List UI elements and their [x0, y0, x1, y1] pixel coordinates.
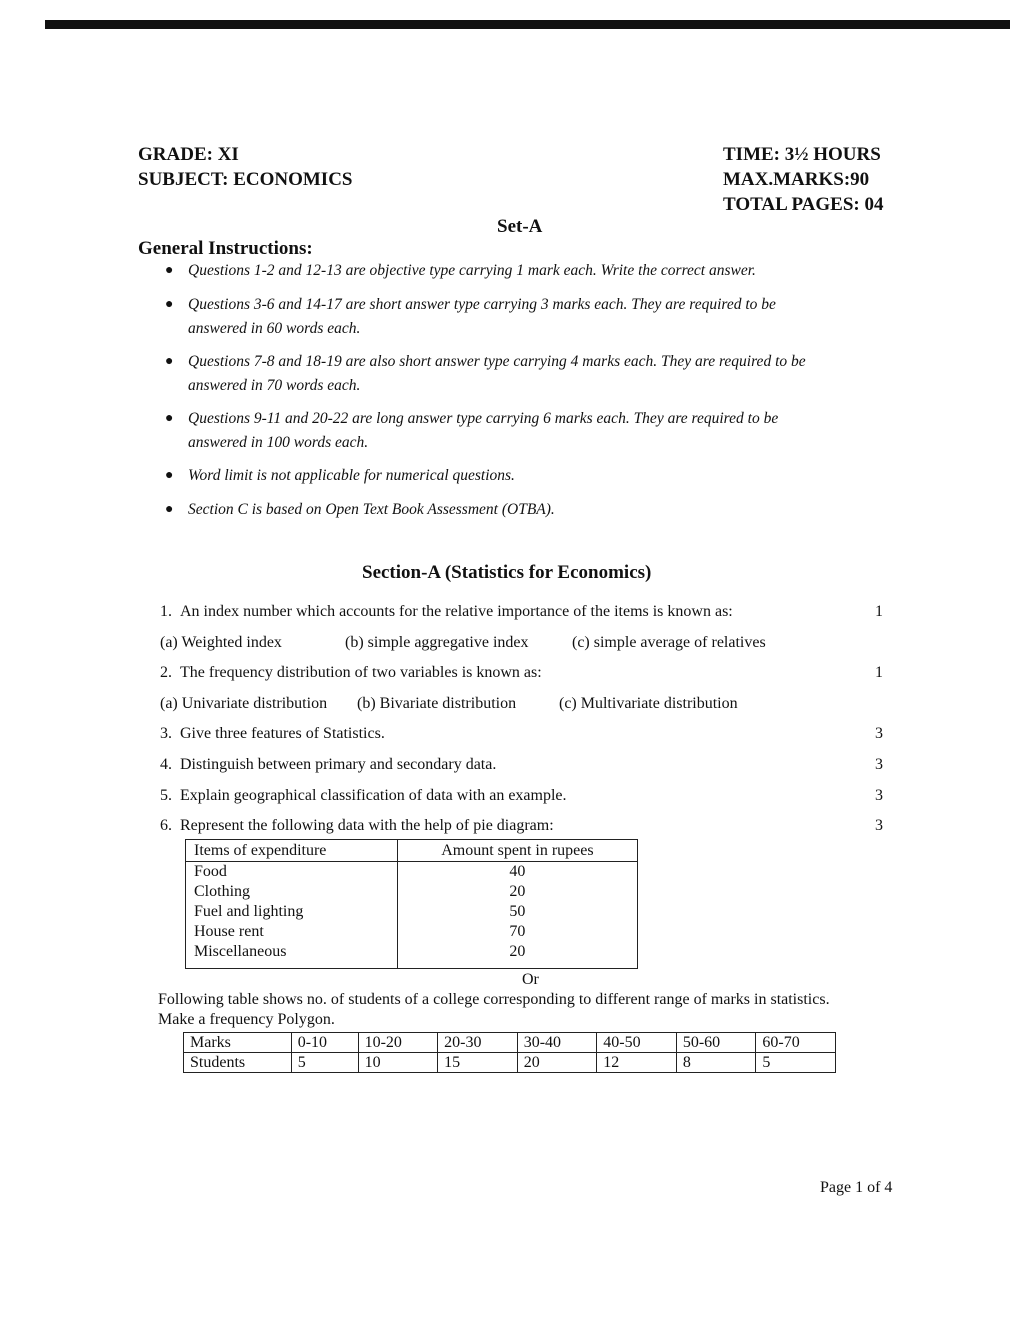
question-4 — [160, 756, 496, 774]
page-number: Page 1 of 4 — [820, 1179, 893, 1196]
question-number: 3. — [160, 725, 172, 742]
question-1 — [160, 603, 733, 621]
bullet-icon: ● — [165, 354, 174, 369]
question-5 — [160, 787, 567, 805]
table-cell: Miscellaneous — [194, 943, 287, 960]
question-marks: 3 — [875, 725, 883, 742]
table-cell: Marks — [184, 1033, 292, 1053]
table-cell: Clothing — [194, 883, 251, 900]
instruction-item: Questions 9-11 and 20-22 are long answer type carrying 6 marks each. They are required to be — [188, 410, 779, 427]
question-marks: 3 — [875, 756, 883, 773]
option-c: (c) simple average of relatives — [572, 634, 766, 651]
table-row — [184, 1033, 836, 1053]
question-2 — [160, 664, 542, 682]
table-cell: 20 — [517, 1053, 597, 1073]
instruction-item-cont: answered in 60 words each. — [188, 320, 361, 337]
table-cell: Food — [194, 863, 227, 880]
table-header: Amount spent in rupees — [397, 840, 637, 862]
question-3 — [160, 725, 385, 743]
table-cell: 70 — [397, 922, 637, 942]
table-row — [186, 882, 638, 902]
table-row — [184, 1053, 836, 1073]
question-marks: 3 — [875, 787, 883, 804]
section-a-title: Section-A (Statistics for Economics) — [362, 562, 652, 583]
question-marks: 1 — [875, 664, 883, 681]
question-number: 6. — [160, 817, 172, 834]
option-c: (c) Multivariate distribution — [559, 695, 738, 712]
instruction-item: Questions 7-8 and 18-19 are also short answer type carrying 4 marks each. They are required to be — [188, 353, 806, 370]
instruction-item-cont: answered in 100 words each. — [188, 434, 369, 451]
table-cell: 8 — [676, 1053, 756, 1073]
table-cell: House rent — [194, 923, 264, 940]
or-label: Or — [522, 971, 539, 988]
option-a: (a) Univariate distribution — [160, 695, 328, 712]
table-cell: 20 — [397, 882, 637, 902]
question-number: 4. — [160, 756, 172, 773]
table-row — [186, 902, 638, 922]
instruction-item: Questions 1-2 and 12-13 are objective type carrying 1 mark each. Write the correct answer. — [188, 262, 756, 279]
scan-top-border — [45, 20, 1010, 29]
instruction-item-cont: answered in 70 words each. — [188, 377, 361, 394]
alternate-question-text-cont: Make a frequency Polygon. — [158, 1011, 335, 1028]
set-label: Set-A — [497, 216, 543, 237]
table-header-row — [186, 840, 638, 862]
table-cell: 40-50 — [597, 1033, 677, 1053]
question-number: 5. — [160, 787, 172, 804]
table-cell: 60-70 — [756, 1033, 836, 1053]
question-text: Give three features of Statistics. — [180, 725, 385, 742]
bullet-icon: ● — [165, 411, 174, 426]
bullet-icon: ● — [165, 263, 174, 278]
table-header: Items of expenditure — [186, 840, 398, 862]
table-cell: 50 — [397, 902, 637, 922]
table-cell: Fuel and lighting — [194, 903, 304, 920]
table-cell: 15 — [438, 1053, 518, 1073]
time-label: TIME: 3½ HOURS — [723, 144, 881, 165]
question-text: Distinguish between primary and secondary data. — [180, 756, 497, 773]
option-b: (b) Bivariate distribution — [357, 695, 517, 712]
question-number: 2. — [160, 664, 172, 681]
table-cell: 10 — [358, 1053, 438, 1073]
table-row — [186, 942, 638, 969]
table-cell: 0-10 — [291, 1033, 358, 1053]
table-cell: Students — [184, 1053, 292, 1073]
max-marks-label: MAX.MARKS:90 — [723, 169, 870, 190]
table-cell: 50-60 — [676, 1033, 756, 1053]
table-row — [186, 922, 638, 942]
total-pages-label: TOTAL PAGES: 04 — [723, 194, 884, 215]
question-6 — [160, 817, 554, 835]
instruction-item: Section C is based on Open Text Book Assessment (OTBA). — [188, 501, 555, 518]
question-marks: 1 — [875, 603, 883, 620]
option-b: (b) simple aggregative index — [345, 634, 529, 651]
grade-label: GRADE: XI — [138, 144, 239, 165]
question-text: The frequency distribution of two variables is known as: — [180, 664, 542, 681]
table-cell: 5 — [756, 1053, 836, 1073]
subject-label: SUBJECT: ECONOMICS — [138, 169, 353, 190]
expenditure-table — [185, 839, 638, 969]
marks-table — [183, 1032, 836, 1073]
alternate-question-text: Following table shows no. of students of a college corresponding to different range of marks in statistics. — [158, 991, 830, 1008]
bullet-icon: ● — [165, 502, 174, 517]
table-row — [186, 862, 638, 883]
instruction-item: Word limit is not applicable for numerical questions. — [188, 467, 515, 484]
question-number: 1. — [160, 603, 172, 620]
table-cell: 20 — [397, 942, 637, 969]
question-text: Represent the following data with the help of pie diagram: — [180, 817, 554, 834]
question-text: An index number which accounts for the relative importance of the items is known as: — [180, 603, 733, 620]
option-a: (a) Weighted index — [160, 634, 282, 651]
question-marks: 3 — [875, 817, 883, 834]
table-cell: 12 — [597, 1053, 677, 1073]
table-cell: 5 — [291, 1053, 358, 1073]
bullet-icon: ● — [165, 468, 174, 483]
instructions-title: General Instructions: — [138, 238, 313, 259]
table-cell: 40 — [397, 862, 637, 883]
bullet-icon: ● — [165, 297, 174, 312]
table-cell: 20-30 — [438, 1033, 518, 1053]
question-text: Explain geographical classification of data with an example. — [180, 787, 567, 804]
table-cell: 10-20 — [358, 1033, 438, 1053]
table-cell: 30-40 — [517, 1033, 597, 1053]
instruction-item: Questions 3-6 and 14-17 are short answer type carrying 3 marks each. They are required to be — [188, 296, 776, 313]
